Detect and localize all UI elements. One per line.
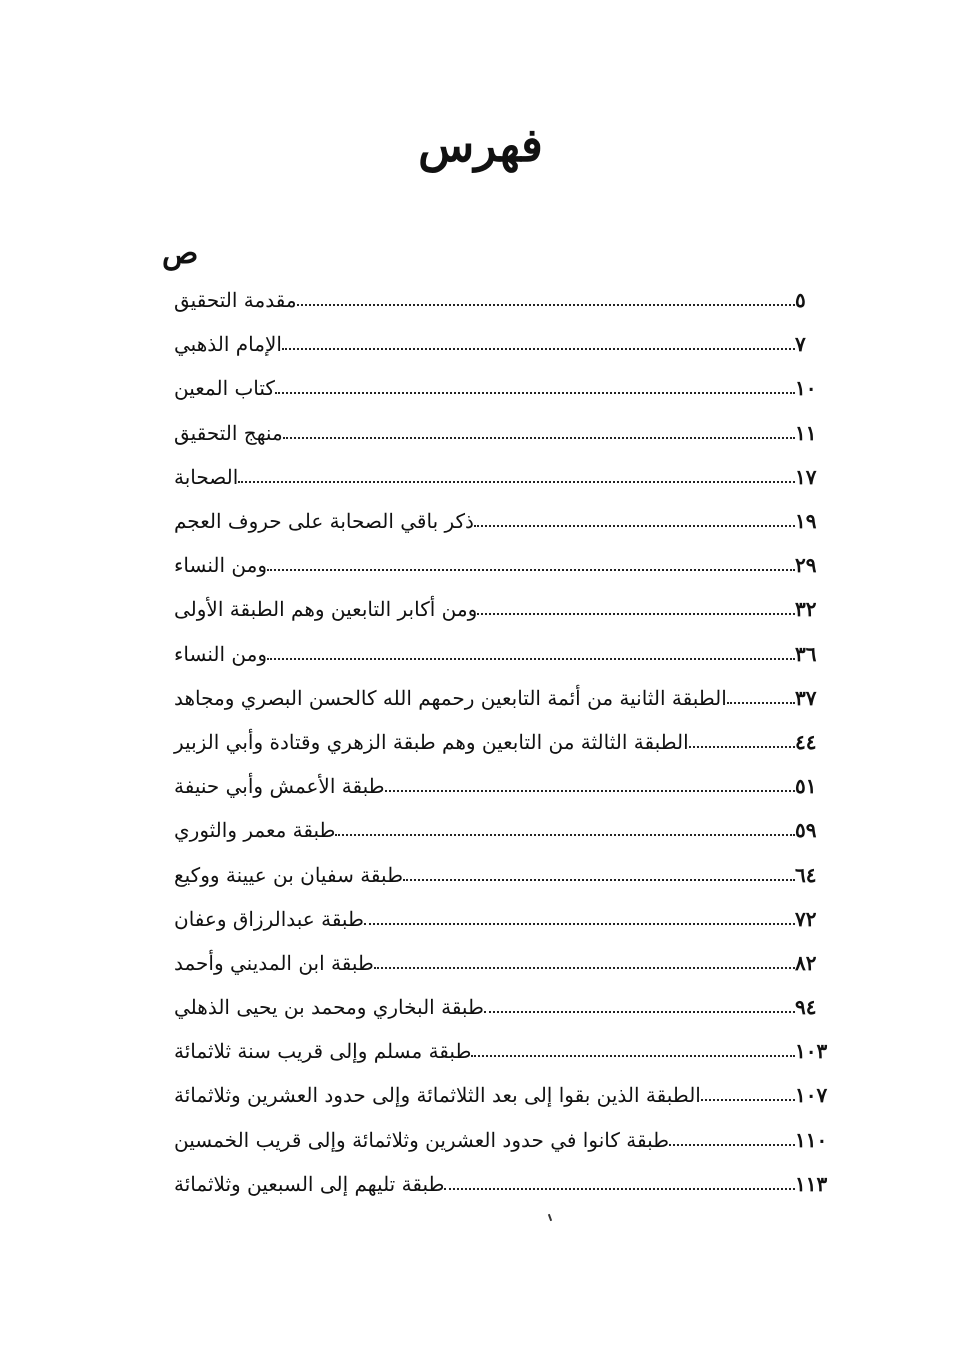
toc-entry-page: ٩٤: [795, 995, 817, 1020]
toc-entry-page: ١١٠: [795, 1127, 828, 1152]
dot-leader: [364, 923, 795, 925]
dot-leader: [283, 437, 795, 439]
dot-leader: [669, 1144, 795, 1146]
toc-entry-title: ومن أكابر التابعين وهم الطبقة الأولى: [174, 597, 478, 622]
toc-entry[interactable]: [160, 632, 853, 676]
dot-leader: [474, 525, 795, 527]
toc-entry-page: ١٠: [795, 376, 817, 401]
toc-entry-title: الصحابة: [174, 464, 239, 489]
toc-entry[interactable]: [160, 720, 853, 764]
toc-entry-page: ٤٤: [795, 729, 817, 754]
toc-entry[interactable]: [160, 764, 853, 808]
dot-leader: [267, 569, 795, 571]
toc-entry-page: ١٠٣: [795, 1039, 828, 1064]
toc-entry-page: ٦٤: [795, 862, 817, 887]
page-title: فهرس: [418, 118, 543, 172]
toc-entry-title: منهج التحقيق: [174, 420, 283, 445]
toc-entry-page: ٣٢: [795, 597, 817, 622]
dot-leader: [267, 658, 795, 660]
dot-leader: [297, 304, 795, 306]
dot-leader: [238, 481, 795, 483]
toc-entry[interactable]: [160, 1118, 853, 1162]
toc-entry[interactable]: [160, 543, 853, 587]
toc-entry[interactable]: [160, 587, 853, 631]
scan-speck: [548, 1214, 552, 1221]
toc-entry-title: طبقة معمر والثوري: [174, 818, 336, 843]
toc-entry-page: ١٧: [795, 464, 817, 489]
toc-entry-title: ومن النساء: [174, 641, 267, 666]
toc-entry[interactable]: [160, 676, 853, 720]
toc-entry[interactable]: [160, 941, 853, 985]
toc-entry-title: طبقة تليهم إلى السبعين وثلاثمائة: [174, 1171, 445, 1196]
dot-leader: [689, 746, 795, 748]
page-column-label: ص: [162, 236, 199, 271]
toc-entry[interactable]: [160, 985, 853, 1029]
toc-entry-title: ومن النساء: [174, 553, 267, 578]
table-of-contents: [160, 278, 853, 1206]
toc-entry-page: ٨٢: [795, 950, 817, 975]
toc-entry-page: ٧: [795, 332, 806, 357]
dot-leader: [471, 1055, 795, 1057]
toc-entry[interactable]: [160, 1162, 853, 1206]
toc-entry-page: ٧٢: [795, 906, 817, 931]
toc-entry[interactable]: [160, 411, 853, 455]
toc-entry-title: الطبقة الذين بقوا إلى بعد الثلاثمائة وإلى حدود العشرين وثلاثمائة: [174, 1083, 701, 1108]
toc-entry-title: مقدمة التحقيق: [174, 288, 297, 313]
toc-entry[interactable]: [160, 366, 853, 410]
toc-entry-title: طبقة سفيان بن عيينة ووكيع: [174, 862, 403, 887]
toc-entry-page: ١١: [795, 420, 817, 445]
toc-entry-page: ٥: [795, 288, 806, 313]
dot-leader: [374, 967, 795, 969]
toc-entry-title: ذكر باقي الصحابة على حروف العجم: [174, 509, 474, 534]
toc-entry[interactable]: [160, 499, 853, 543]
toc-entry-page: ٣٧: [795, 685, 817, 710]
toc-entry-title: طبقة عبدالرزاق وعفان: [174, 906, 364, 931]
toc-entry-title: طبقة البخاري ومحمد بن يحيى الذهلي: [174, 995, 484, 1020]
toc-entry[interactable]: [160, 808, 853, 852]
toc-entry-title: طبقة ابن المديني وأحمد: [174, 950, 374, 975]
toc-entry-title: الإمام الذهبي: [174, 332, 282, 357]
toc-entry-page: ٥١: [795, 774, 817, 799]
toc-entry[interactable]: [160, 1029, 853, 1073]
toc-entry[interactable]: [160, 1073, 853, 1117]
dot-leader: [444, 1188, 795, 1190]
dot-leader: [335, 834, 795, 836]
dot-leader: [727, 702, 795, 704]
toc-entry-page: ١٩: [795, 509, 817, 534]
dot-leader: [477, 613, 795, 615]
toc-entry[interactable]: [160, 455, 853, 499]
toc-entry-page: ٥٩: [795, 818, 817, 843]
dot-leader: [282, 348, 795, 350]
toc-entry[interactable]: [160, 278, 853, 322]
toc-entry-page: ١١٣: [795, 1171, 828, 1196]
toc-entry[interactable]: [160, 852, 853, 896]
toc-entry-title: طبقة مسلم وإلى قريب سنة ثلاثمائة: [174, 1039, 472, 1064]
dot-leader: [385, 790, 795, 792]
toc-entry[interactable]: [160, 322, 853, 366]
dot-leader: [701, 1099, 795, 1101]
toc-entry-title: الطبقة الثانية من أئمة التابعين رحمهم الله كالحسن البصري ومجاهد: [174, 685, 727, 710]
toc-entry-title: الطبقة الثالثة من التابعين وهم طبقة الزهري وقتادة وأبي الزبير: [174, 729, 689, 754]
dot-leader: [484, 1011, 795, 1013]
toc-entry-title: طبقة كانوا في حدود العشرين وثلاثمائة وإلى قريب الخمسين: [174, 1127, 670, 1152]
toc-entry-page: ١٠٧: [795, 1083, 828, 1108]
toc-entry-title: كتاب المعين: [174, 376, 275, 401]
dot-leader: [403, 879, 795, 881]
toc-entry-page: ٣٦: [795, 641, 817, 666]
toc-entry-title: طبقة الأعمش وأبي حنيفة: [174, 774, 385, 799]
toc-entry[interactable]: [160, 897, 853, 941]
toc-entry-page: ٢٩: [795, 553, 817, 578]
dot-leader: [275, 392, 795, 394]
